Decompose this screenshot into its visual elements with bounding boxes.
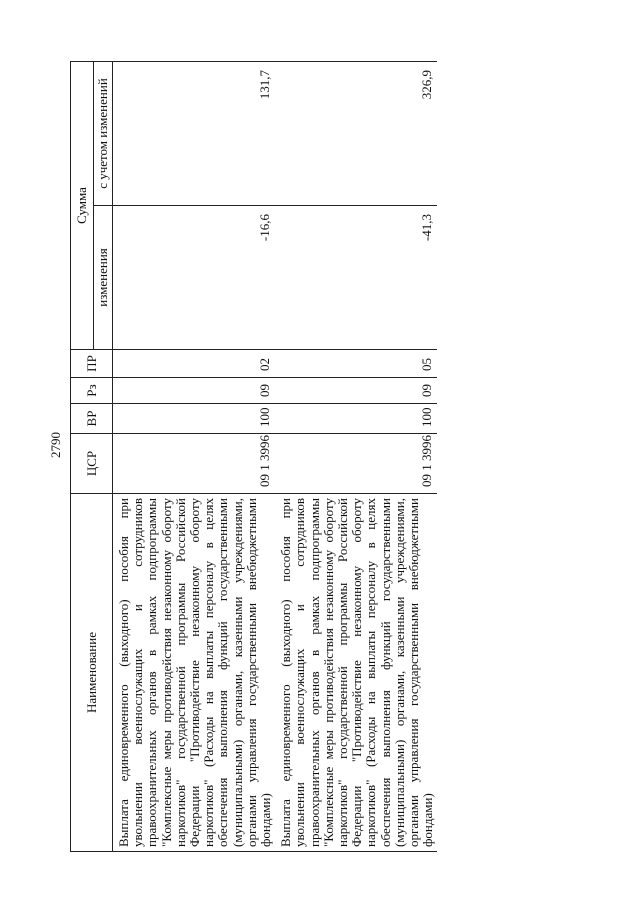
row-with-changes: 326,9: [275, 62, 437, 206]
table-header: [71, 62, 113, 852]
header-csr: ЦСР: [71, 434, 113, 494]
row-rz: 09: [113, 378, 276, 404]
table-row: [275, 62, 437, 852]
row-name: Выплата единовременного (выходного) пособия при увольнении военнослужащих и сотрудников правоохранительных органов в рамках подпрограммы "Комплексные меры противодействия незаконному обороту наркотиков" государственной программы Российской Федерации "Противодействие незаконному обороту наркотиков" (Расходы на выплаты персоналу в целях обеспечения выполнения функций государственными (муниципальными) органами, казенными учреждениями, органами управления государственными внебюджетными фондами): [113, 494, 276, 852]
table-row: [113, 62, 276, 852]
row-csr: 09 1 3996: [113, 434, 276, 494]
rotated-page-content: [70, 62, 575, 852]
budget-table: [70, 61, 437, 852]
row-vr: 100: [113, 404, 276, 434]
header-rz: Рз: [71, 378, 113, 404]
row-change: -16,6: [113, 206, 276, 350]
row-rz: 09: [275, 378, 437, 404]
header-with-changes: с учетом изменений: [94, 62, 113, 206]
header-vr: ВР: [71, 404, 113, 434]
row-pr: 05: [275, 350, 437, 378]
header-pr: ПР: [71, 350, 113, 378]
row-name: Выплата единовременного (выходного) пособия при увольнении военнослужащих и сотрудников правоохранительных органов в рамках подпрограммы "Комплексные меры противодействия незаконному обороту наркотиков" государственной программы Российской Федерации "Противодействие незаконному обороту наркотиков" (Расходы на выплаты персоналу в целях обеспечения выполнения функций государственными (муниципальными) органами, казенными учреждениями, органами управления государственными внебюджетными фондами): [275, 494, 437, 852]
header-name: Наименование: [71, 494, 113, 852]
header-sum: Сумма: [71, 62, 94, 350]
row-pr: 02: [113, 350, 276, 378]
row-change: -41,3: [275, 206, 437, 350]
header-change: изменения: [94, 206, 113, 350]
row-with-changes: 131,7: [113, 62, 276, 206]
page-number: 2790: [48, 432, 63, 458]
row-vr: 100: [275, 404, 437, 434]
row-csr: 09 1 3996: [275, 434, 437, 494]
